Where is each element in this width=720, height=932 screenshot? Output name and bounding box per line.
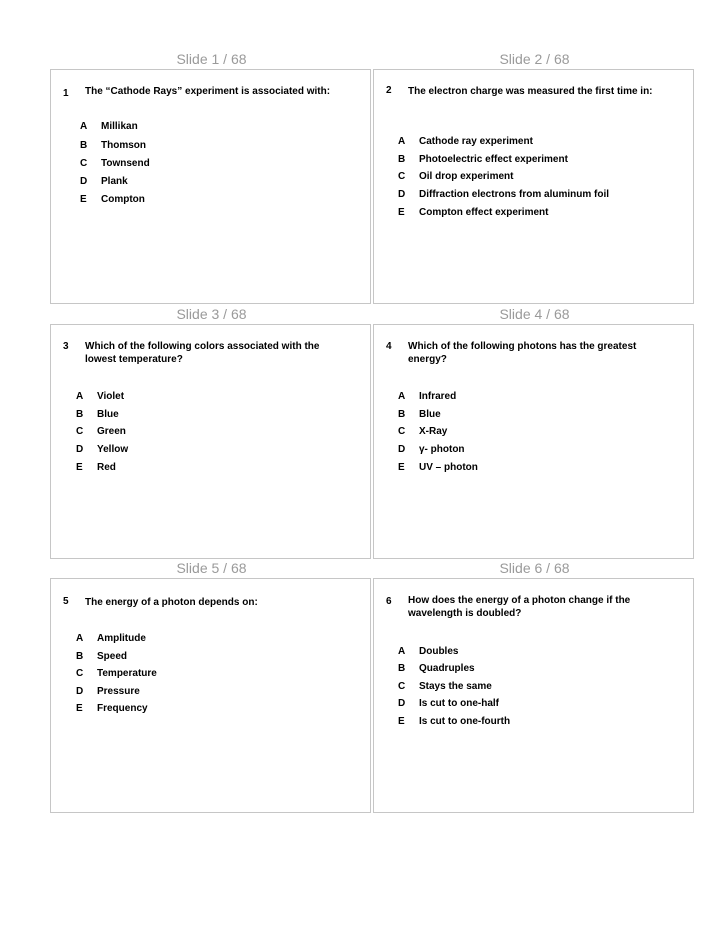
- option-letter: C: [80, 158, 88, 169]
- slide-label: Slide 1 / 68: [176, 51, 247, 67]
- option-letter: C: [76, 426, 84, 437]
- answer-option: [398, 444, 465, 455]
- question-number: 6: [386, 596, 392, 607]
- option-text: Green: [97, 426, 126, 437]
- option-text: Thomson: [101, 140, 146, 151]
- option-text: γ- photon: [419, 444, 465, 455]
- option-letter: A: [398, 646, 406, 657]
- option-letter: E: [76, 703, 83, 714]
- option-letter: D: [398, 698, 406, 709]
- slide-label: Slide 2 / 68: [499, 51, 570, 67]
- answer-option: [398, 698, 499, 709]
- question-text: The “Cathode Rays” experiment is associated with:: [85, 86, 331, 97]
- option-text: Photoelectric effect experiment: [419, 154, 568, 165]
- answer-option: [80, 158, 150, 169]
- option-text: Pressure: [97, 686, 140, 697]
- option-letter: C: [398, 681, 406, 692]
- option-letter: D: [398, 189, 406, 200]
- answer-option: [76, 668, 157, 679]
- option-text: Compton effect experiment: [419, 207, 549, 218]
- option-text: Millikan: [101, 121, 138, 132]
- answer-option: [398, 681, 492, 692]
- option-text: Plank: [101, 176, 128, 187]
- question-number: 4: [386, 341, 392, 352]
- answer-option: [76, 391, 124, 402]
- option-text: Diffraction electrons from aluminum foil: [419, 189, 610, 200]
- option-text: Blue: [419, 409, 441, 420]
- answer-option: [398, 207, 548, 218]
- question-number: 2: [386, 85, 392, 96]
- option-letter: B: [76, 409, 84, 420]
- option-letter: C: [398, 171, 406, 182]
- option-text: Quadruples: [419, 663, 475, 674]
- option-letter: A: [80, 121, 88, 132]
- answer-option: [398, 646, 458, 657]
- option-text: UV – photon: [419, 462, 478, 473]
- question-number: 3: [63, 341, 69, 352]
- slide-card: [373, 69, 694, 304]
- answer-option: [398, 663, 475, 674]
- answer-option: [398, 409, 441, 420]
- answer-option: [80, 140, 146, 151]
- answer-option: [76, 651, 127, 662]
- answer-option: [76, 686, 140, 697]
- option-letter: E: [398, 716, 405, 727]
- option-letter: E: [398, 462, 405, 473]
- answer-option: [398, 426, 447, 437]
- answer-option: [76, 462, 116, 473]
- option-letter: B: [398, 663, 406, 674]
- option-letter: A: [76, 633, 84, 644]
- slide-label: Slide 6 / 68: [499, 560, 570, 576]
- answer-option: [80, 194, 145, 205]
- option-text: Doubles: [419, 646, 459, 657]
- answer-option: [398, 171, 513, 182]
- option-text: Compton: [101, 194, 145, 205]
- answer-option: [398, 154, 568, 165]
- slide-label: Slide 3 / 68: [176, 306, 247, 322]
- option-text: Oil drop experiment: [419, 171, 514, 182]
- slide-card: [50, 69, 371, 304]
- answer-option: [398, 189, 609, 200]
- option-letter: A: [76, 391, 84, 402]
- answer-option: [76, 409, 119, 420]
- answer-option: [398, 391, 456, 402]
- option-text: Cathode ray experiment: [419, 136, 533, 147]
- option-letter: D: [398, 444, 406, 455]
- option-letter: A: [398, 391, 406, 402]
- option-letter: C: [398, 426, 406, 437]
- question-number: 1: [63, 88, 69, 99]
- option-letter: E: [80, 194, 87, 205]
- option-text: X-Ray: [419, 426, 448, 437]
- answer-option: [398, 136, 533, 147]
- option-letter: D: [76, 444, 84, 455]
- option-text: Speed: [97, 651, 128, 662]
- option-text: Red: [97, 462, 116, 473]
- option-text: Temperature: [97, 668, 157, 679]
- option-text: Yellow: [97, 444, 129, 455]
- question-number: 5: [63, 596, 69, 607]
- slide-card: [50, 578, 371, 813]
- question-text: How does the energy of a photon change if the wavelength is doubled?: [408, 595, 631, 619]
- answer-option: [76, 444, 128, 455]
- question-text: Which of the following colors associated with the lowest temperature?: [85, 341, 320, 365]
- option-letter: E: [398, 207, 405, 218]
- answer-option: [76, 633, 146, 644]
- question-text: The electron charge was measured the first time in:: [408, 86, 653, 97]
- option-text: Is cut to one-fourth: [419, 716, 511, 727]
- question-text: The energy of a photon depends on:: [85, 597, 258, 608]
- answer-option: [80, 176, 128, 187]
- option-letter: B: [76, 651, 84, 662]
- answer-option: [76, 426, 126, 437]
- option-letter: E: [76, 462, 83, 473]
- option-text: Blue: [97, 409, 119, 420]
- option-letter: B: [398, 409, 406, 420]
- option-text: Stays the same: [419, 681, 492, 692]
- option-text: Is cut to one-half: [419, 698, 499, 709]
- answer-option: [398, 716, 510, 727]
- option-text: Frequency: [97, 703, 148, 714]
- option-text: Infrared: [419, 391, 457, 402]
- slide-card: [373, 578, 694, 813]
- question-text: Which of the following photons has the greatest energy?: [408, 341, 637, 365]
- slide-card: [50, 324, 371, 559]
- answer-option: [398, 462, 478, 473]
- slide-card: [373, 324, 694, 559]
- option-letter: B: [80, 140, 88, 151]
- option-letter: A: [398, 136, 406, 147]
- answer-option: [76, 703, 148, 714]
- option-text: Amplitude: [97, 633, 146, 644]
- option-text: Townsend: [101, 158, 150, 169]
- option-letter: D: [80, 176, 88, 187]
- slide-label: Slide 4 / 68: [499, 306, 570, 322]
- option-letter: C: [76, 668, 84, 679]
- option-letter: D: [76, 686, 84, 697]
- option-text: Violet: [97, 391, 125, 402]
- option-letter: B: [398, 154, 406, 165]
- answer-option: [80, 121, 138, 132]
- slide-label: Slide 5 / 68: [176, 560, 247, 576]
